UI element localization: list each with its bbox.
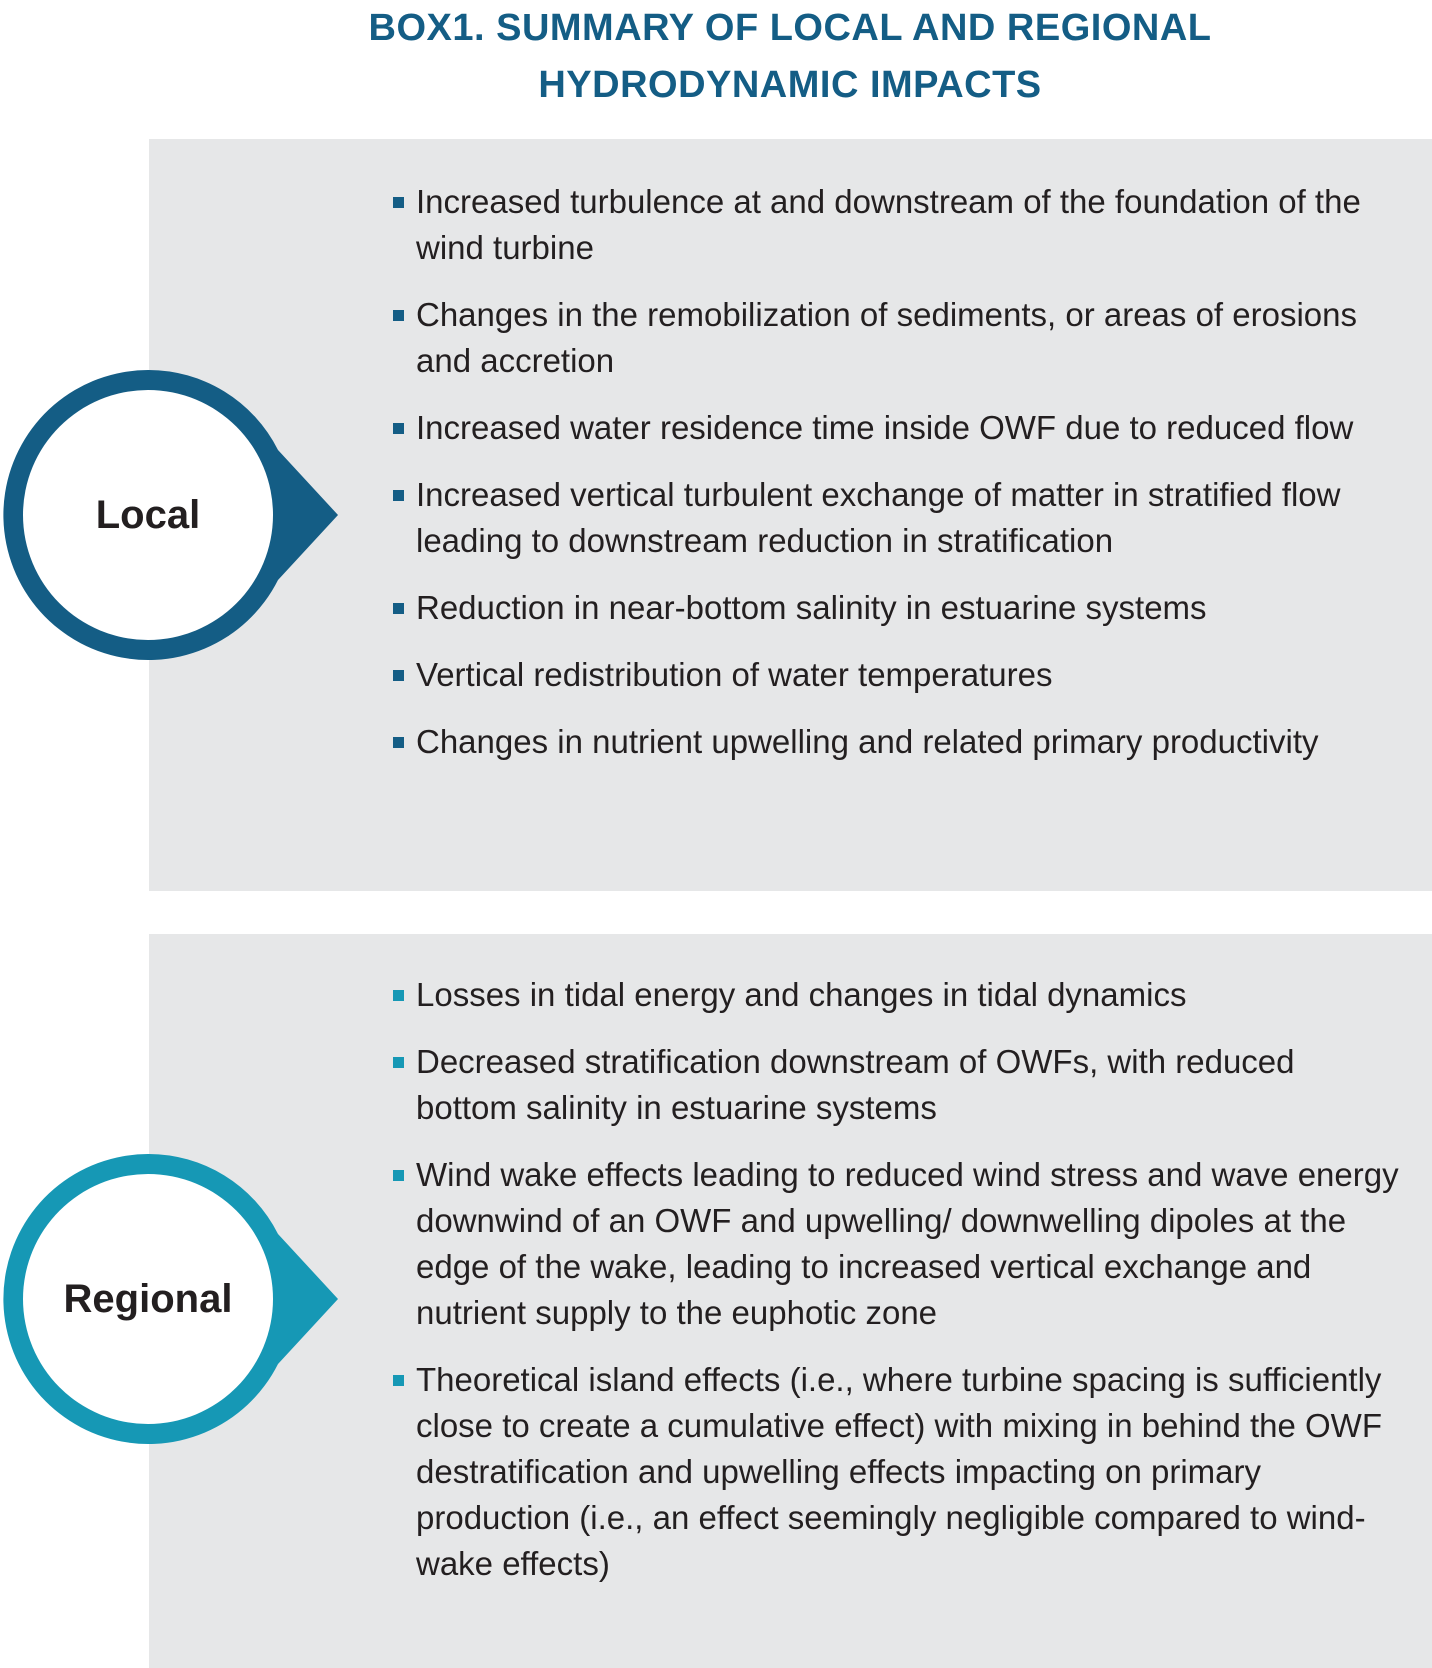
local-impact-item: Increased vertical turbulent exchange of matter in stratified flow leading to downstream reduction in stratification — [393, 472, 1403, 564]
regional-impact-item: Theoretical island effects (i.e., where turbine spacing is sufficiently close to create a cumulative effect) with mixing in behind the OWF destratification and upwelling effects impacting on primary production (i.e., an effect seemingly negligible compared to wind-wake effects) — [393, 1357, 1403, 1587]
local-impact-item: Changes in the remobilization of sediments, or areas of erosions and accretion — [393, 292, 1403, 384]
regional-impact-item: Wind wake effects leading to reduced wind stress and wave energy downwind of an OWF and upwelling/ downwelling dipoles at the edge of the wake, leading to increased vertical exchange and nutrient supply to the euphotic zone — [393, 1152, 1403, 1336]
regional-impact-item: Decreased stratification downstream of OWFs, with reduced bottom salinity in estuarine systems — [393, 1039, 1403, 1131]
box-title-line-2: HYDRODYNAMIC IMPACTS — [538, 64, 1042, 106]
regional-badge-label: Regional — [63, 1276, 233, 1321]
local-impact-item: Reduction in near-bottom salinity in estuarine systems — [393, 585, 1403, 631]
regional-badge — [0, 1154, 340, 1444]
local-badge-label: Local — [95, 492, 201, 537]
box-title — [250, 0, 1330, 114]
box-title-line-1: BOX1. SUMMARY OF LOCAL AND REGIONAL — [368, 7, 1212, 49]
local-impact-item: Changes in nutrient upwelling and related primary productivity — [393, 719, 1403, 765]
local-impact-item: Increased water residence time inside OWF due to reduced flow — [393, 405, 1403, 451]
local-badge — [0, 370, 340, 660]
local-impact-item: Increased turbulence at and downstream of the foundation of the wind turbine — [393, 179, 1403, 271]
regional-impact-item: Losses in tidal energy and changes in tidal dynamics — [393, 972, 1403, 1018]
regional-impact-list — [393, 972, 1403, 1608]
local-impact-item: Vertical redistribution of water temperatures — [393, 652, 1403, 698]
local-impact-list — [393, 179, 1403, 786]
